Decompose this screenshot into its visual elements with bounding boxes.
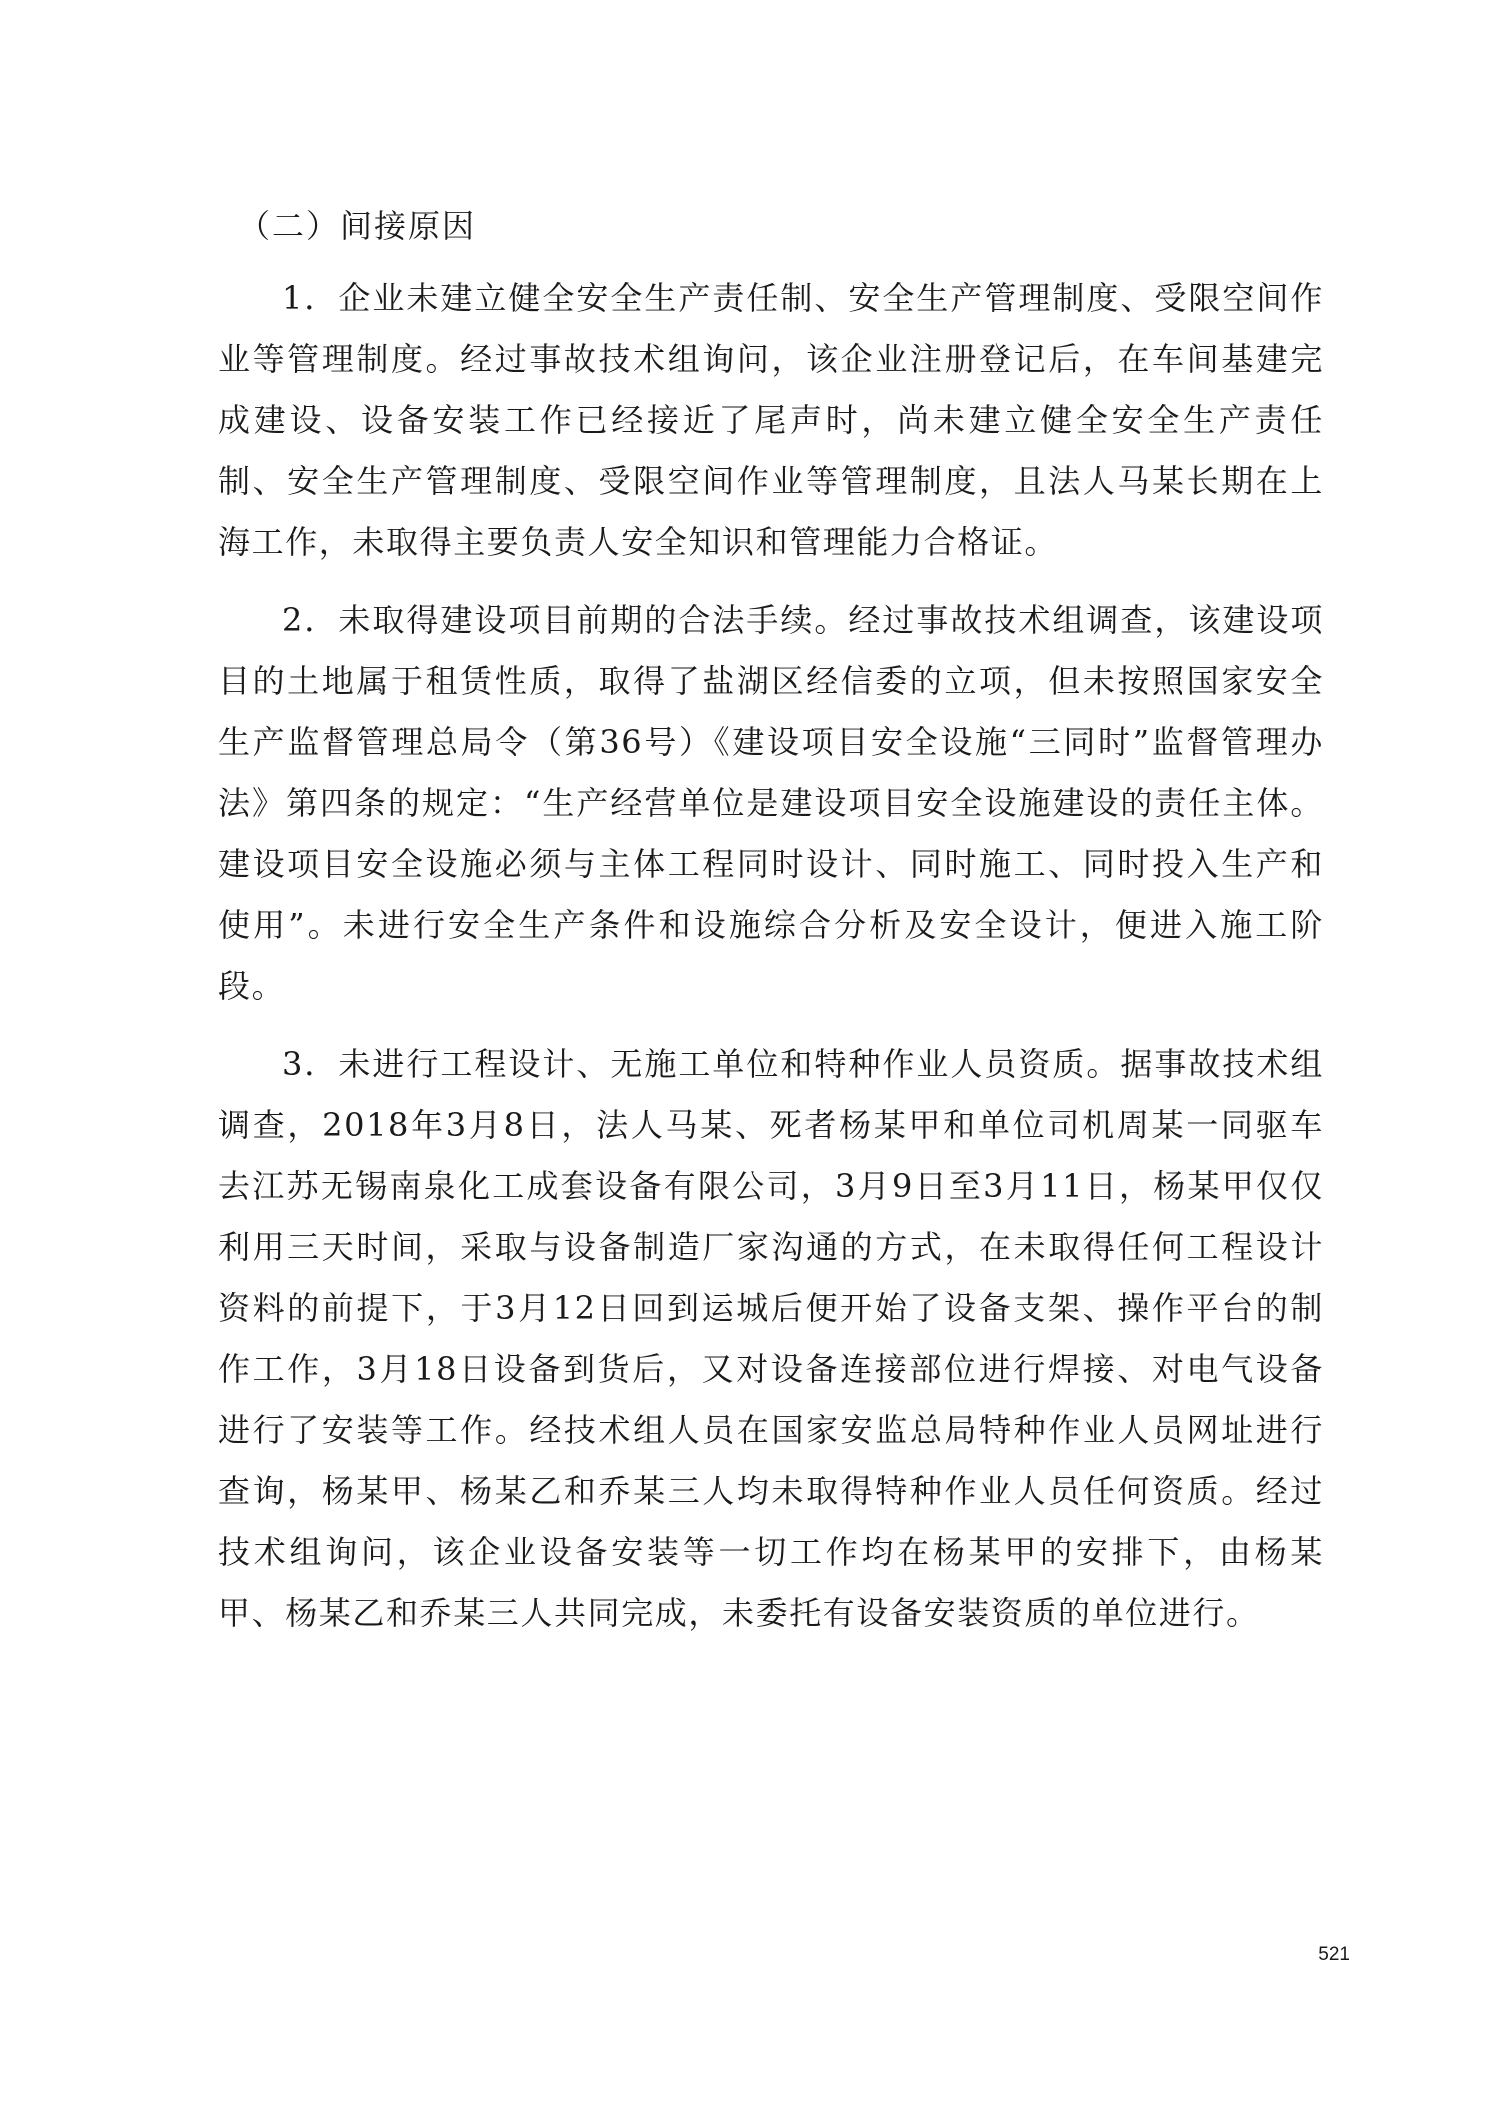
paragraph-2: 2．未取得建设项目前期的合法手续。经过事故技术组调查，该建设项目的土地属于租赁性质，取得了盐湖区经信委的立项，但未按照国家安全生产监督管理总局令（第36号）《建设项目安全设施“三同时”监督管理办法》第四条的规定：“生产经营单位是建设项目安全设施建设的责任主体。建设项目安全设施必须与主体工程同时设计、同时施工、同时投入生产和使用”。未进行安全生产条件和设施综合分析及安全设计，便进入施工阶段。	[218, 601, 1324, 1005]
document-body	[218, 196, 1324, 1661]
section-heading: （二）间接原因	[238, 207, 477, 245]
paragraph-3: 3．未进行工程设计、无施工单位和特种作业人员资质。据事故技术组调查，2018年3月8日，法人马某、死者杨某甲和单位司机周某一同驱车去江苏无锡南泉化工成套设备有限公司，3月9日至3月11日，杨某甲仅仅利用三天时间，采取与设备制造厂家沟通的方式，在未取得任何工程设计资料的前提下，于3月12日回到运城后便开始了设备支架、操作平台的制作工作，3月18日设备到货后，又对设备连接部位进行焊接、对电气设备进行了安装等工作。经技术组人员在国家安监总局特种作业人员网址进行查询，杨某甲、杨某乙和乔某三人均未取得特种作业人员任何资质。经过技术组询问，该企业设备安装等一切工作均在杨某甲的安排下，由杨某甲、杨某乙和乔某三人共同完成，未委托有设备安装资质的单位进行。	[218, 1045, 1324, 1632]
paragraph-1: 1．企业未建立健全安全生产责任制、安全生产管理制度、受限空间作业等管理制度。经过事故技术组询问，该企业注册登记后，在车间基建完成建设、设备安装工作已经接近了尾声时，尚未建立健全安全生产责任制、安全生产管理制度、受限空间作业等管理制度，且法人马某长期在上海工作，未取得主要负责人安全知识和管理能力合格证。	[218, 279, 1324, 561]
page-number: 521	[1318, 1944, 1350, 1965]
